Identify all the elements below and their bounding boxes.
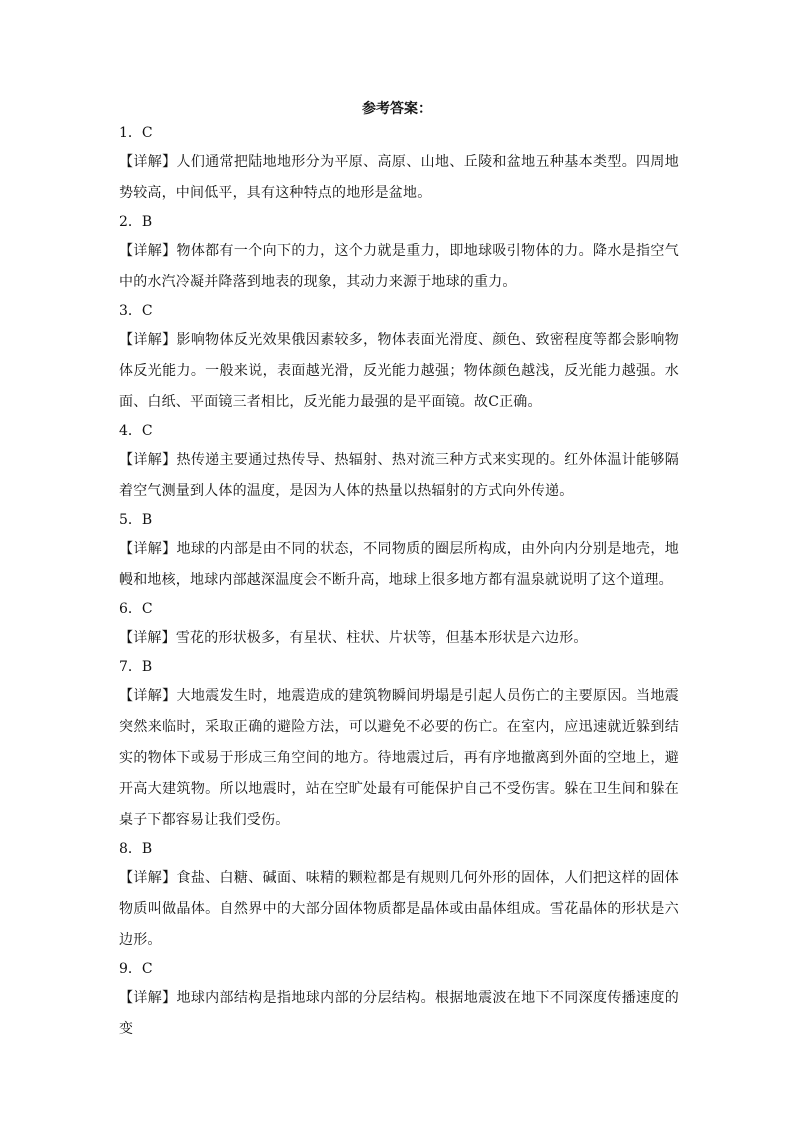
answer-option: C	[141, 601, 153, 617]
answer-detail	[119, 623, 679, 654]
answer-option: B	[141, 841, 153, 857]
answer-detail	[119, 681, 679, 836]
question-number: 2	[119, 214, 128, 230]
answer-line: 8．B	[119, 841, 153, 857]
answer-detail	[119, 147, 679, 209]
detail-tag: 【详解】	[119, 243, 177, 259]
answer-detail	[119, 236, 679, 298]
detail-tag: 【详解】	[119, 541, 177, 557]
answer-option: C	[141, 961, 153, 977]
answer-option: C	[141, 423, 153, 439]
question-number: 9	[119, 961, 128, 977]
detail-tag: 【详解】	[119, 990, 177, 1006]
question-number: 6	[119, 601, 128, 617]
detail-text: 人们通常把陆地地形分为平原、高原、山地、丘陵和盆地五种基本类型。四周地势较高，中间低平，具有这种特点的地形是盆地。	[119, 154, 679, 201]
detail-tag: 【详解】	[119, 870, 177, 886]
question-number: 4	[119, 423, 128, 439]
answer-option: B	[141, 512, 153, 528]
answer-detail	[119, 863, 679, 956]
detail-tag: 【详解】	[119, 630, 176, 646]
detail-text: 大地震发生时，地震造成的建筑物瞬间坍塌是引起人员伤亡的主要原因。当地震突然来临时，采取正确的避险方法，可以避免不必要的伤亡。在室内，应迅速就近躲到结实的物体下或易于形成三角空间的地方。待地震过后，再有序地撤离到外面的空地上，避开高大建筑物。所以地震时，站在空旷处最有可能保护自己不受伤害。躲在卫生间和躲在桌子下都容易让我们受伤。	[119, 688, 679, 828]
answer-detail	[119, 983, 679, 1045]
answer-line: 1．C	[119, 125, 153, 141]
question-number: 7	[119, 659, 128, 675]
question-number: 8	[119, 841, 128, 857]
detail-tag: 【详解】	[119, 332, 177, 348]
detail-tag: 【详解】	[119, 452, 177, 468]
answer-line: 6．C	[119, 601, 153, 617]
answer-option: C	[141, 303, 153, 319]
answer-option: B	[141, 659, 153, 675]
question-number: 3	[119, 303, 128, 319]
detail-text: 地球内部结构是指地球内部的分层结构。根据地震波在地下不同深度传播速度的变	[119, 990, 679, 1037]
answer-line: 7．B	[119, 659, 153, 675]
detail-text: 雪花的形状极多，有星状、柱状、片状等，但基本形状是六边形。	[175, 630, 588, 646]
detail-text: 地球的内部是由不同的状态，不同物质的圈层所构成，由外向内分别是地壳，地幔和地核，地球内部越深温度会不断升高，地球上很多地方都有温泉就说明了这个道理。	[119, 541, 679, 588]
answer-detail	[119, 445, 679, 507]
detail-text: 物体都有一个向下的力，这个力就是重力，即地球吸引物体的力。降水是指空气中的水汽冷凝并降落到地表的现象，其动力来源于地球的重力。	[119, 243, 679, 290]
question-number: 1	[119, 125, 128, 141]
page-title: 参考答案：	[362, 101, 432, 117]
question-number: 5	[119, 512, 128, 528]
answer-detail	[119, 534, 679, 596]
detail-text: 热传递主要通过热传导、热辐射、热对流三种方式来实现的。红外体温计能够隔着空气测量到人体的温度，是因为人体的热量以热辐射的方式向外传递。	[119, 452, 679, 499]
detail-tag: 【详解】	[119, 688, 177, 704]
answer-option: B	[141, 214, 153, 230]
answer-option: C	[141, 125, 153, 141]
answer-line: 5．B	[119, 512, 153, 528]
detail-text: 影响物体反光效果俄因素较多，物体表面光滑度、颜色、致密程度等都会影响物体反光能力。一般来说，表面越光滑，反光能力越强；物体颜色越浅，反光能力越强。水面、白纸、平面镜三者相比，反光能力最强的是平面镜。故C正确。	[119, 332, 679, 410]
answer-list	[119, 120, 679, 1045]
answer-detail	[119, 325, 679, 418]
detail-text: 食盐、白糖、碱面、味精的颗粒都是有规则几何外形的固体，人们把这样的固体物质叫做晶体。自然界中的大部分固体物质都是晶体或由晶体组成。雪花晶体的形状是六边形。	[119, 870, 679, 948]
answer-line: 3．C	[119, 303, 153, 319]
detail-tag: 【详解】	[119, 154, 177, 170]
answer-line: 4．C	[119, 423, 153, 439]
answer-line: 9．C	[119, 961, 153, 977]
answer-line: 2．B	[119, 214, 153, 230]
